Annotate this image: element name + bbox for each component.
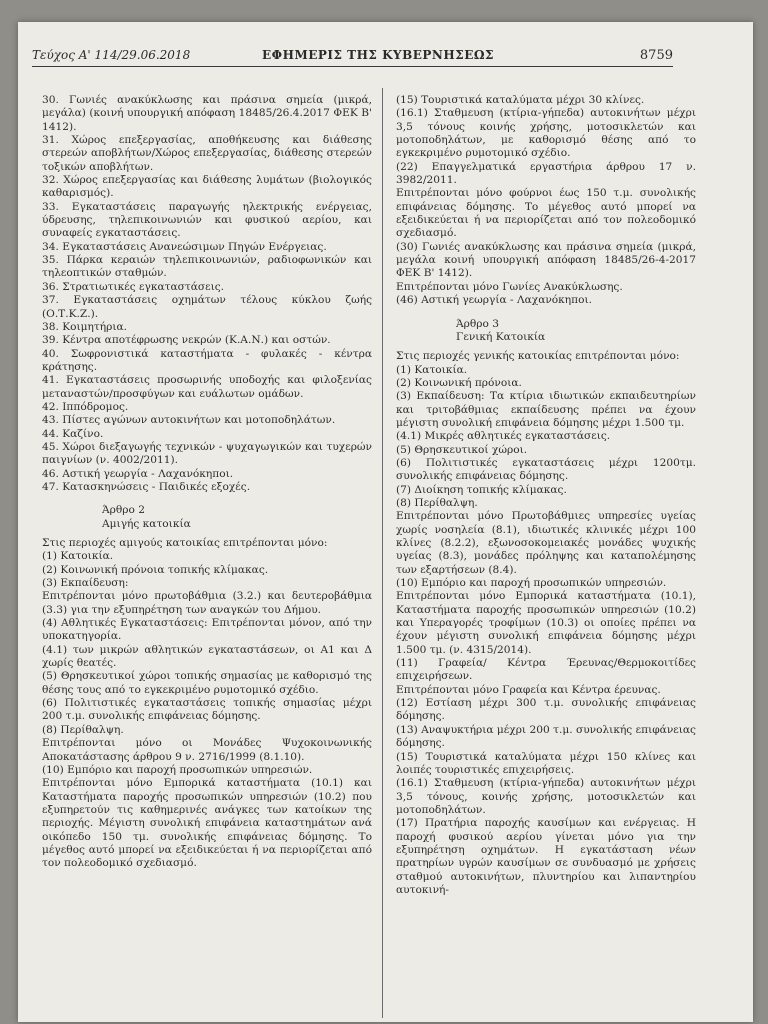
paragraph: (15) Τουριστικά καταλύματα μέχρι 30 κλίνες.: [396, 94, 645, 106]
paragraph: 36. Στρατιωτικές εγκαταστάσεις.: [42, 280, 225, 293]
article-3-subtitle: Γενική Κατοικία: [456, 330, 546, 343]
left-items-bottom: [42, 537, 372, 871]
paragraph: (3) Εκπαίδευση:: [42, 577, 129, 590]
page-header: [32, 46, 673, 67]
article-2-subtitle: Αμιγής κατοικία: [102, 517, 191, 530]
paragraph: Στις περιοχές γενικής κατοικίας επιτρέπονται μόνο:: [396, 350, 680, 363]
paragraph: (16.1) Σταθμευση (κτίρια-γήπεδα) αυτοκινήτων μέχρι 3,5 τόνους, κοινής χρήσης, μοτοσικλετών και μοτοποδηλάτων.: [396, 777, 696, 816]
paragraph: (2) Κοινωνική πρόνοια τοπικής κλίμακας.: [42, 563, 269, 576]
paragraph: 41. Εγκαταστάσεις προσωρινής υποδοχής και φιλοξενίας μεταναστών/προσφύγων και ευάλωτων ομάδων.: [42, 374, 372, 400]
paragraph: Επιτρέπονται μόνο Γωνίες Ανακύκλωσης.: [396, 280, 623, 293]
paragraph: 43. Πίστες αγώνων αυτοκινήτων και μοτοποδηλάτων.: [42, 414, 336, 427]
right-items-top: [396, 94, 696, 308]
paragraph: (11) Γραφεία/ Κέντρα Έρευνας/Θερμοκοιτίδες επιχειρήσεων.: [396, 657, 696, 683]
page-number: 8759: [639, 48, 673, 63]
paragraph: (10) Εμπόριο και παροχή προσωπικών υπηρεσιών.: [396, 577, 667, 590]
paragraph: 38. Κοιμητήρια.: [42, 320, 128, 333]
column-divider: [382, 88, 383, 1018]
paragraph: (15) Τουριστικά καταλύματα μέχρι 150 κλίνες και λοιπές τουριστικές επιχειρήσεις.: [396, 750, 696, 776]
paragraph: (5) Θρησκευτικοί χώροι τοπικής σημασίας με καθορισμό της θέσης τους από το εγκεκριμένο ρυμοτομικό σχέδιο.: [42, 670, 372, 696]
paragraph: 42. Ιππόδρομος.: [42, 400, 129, 413]
paragraph: (6) Πολιτιστικές εγκαταστάσεις τοπικής σημασίας μέχρι 200 τ.μ. συνολικής επιφάνειας δόμησης.: [42, 697, 372, 723]
paragraph: Επιτρέπονται μόνο Εμπορικά καταστήματα (10.1), Καταστήματα παροχής προσωπικών υπηρεσιών (10.2) και Υπεραγορές τροφίμων (10.3) οι οποίες πρέπει να έχουν μέγιστη συνολική επιφάνεια δόμησης μέχρι 1.500 τμ. (ν. 4315/2014).: [396, 590, 696, 656]
paragraph: Επιτρέπονται μόνο Εμπορικά καταστήματα (10.1) και Καταστήματα παροχής προσωπικών υπηρεσιών (10.2) που εξυπηρετούν τις καθημερινές ανάγκες των κατοίκων της περιοχής. Μέγιστη συνολική επιφάνεια καταστημάτων ανά οικόπεδο 150 τμ. συνολικής επιφάνειας δόμησης. Το μέγεθος αυτό μπορεί να εξειδικεύεται ή να περιορίζεται από τον πολεοδομικό σχεδιασμό.: [42, 777, 372, 870]
paragraph: Επιτρέπονται μόνο πρωτοβάθμια (3.2.) και δευτεροβάθμια (3.3) για την εξυπηρέτηση των αναγκών του Δήμου.: [42, 590, 372, 616]
article-2-title: Άρθρο 2: [102, 504, 145, 517]
paragraph: (4.1) των μικρών αθλητικών εγκαταστάσεων, οι Α1 και Δ χωρίς θεατές.: [42, 643, 372, 670]
paragraph: 31. Χώρος επεξεργασίας, αποθήκευσης και διάθεσης στερεών αποβλήτων/Χώρος επεξεργασίας, διάθεσης στερεών τοξικών αποβλήτων.: [42, 134, 372, 173]
paragraph: (3) Εκπαίδευση: Τα κτίρια ιδιωτικών εκπαιδευτηρίων και τριτοβάθμιας εκπαίδευσης πρέπει να έχουν μέγιστη συνολική επιφάνεια δόμησης μέχρι 1.500 τμ.: [396, 390, 696, 429]
paragraph: (5) Θρησκευτικοί χώροι.: [396, 443, 528, 456]
paragraph: 39. Κέντρα αποτέφρωσης νεκρών (Κ.Α.Ν.) και οστών.: [42, 334, 331, 347]
paragraph: Επιτρέπονται μόνο οι Μονάδες Ψυχοκοινωνικής Αποκατάστασης άρθρου 9 ν. 2716/1999 (8.1.10).: [42, 737, 372, 763]
paragraph: Επιτρέπονται μόνο Γραφεία και Κέντρα έρευνας.: [396, 683, 661, 696]
right-items-bottom: [396, 350, 696, 897]
paragraph: (2) Κοινωνική πρόνοια.: [396, 376, 522, 389]
left-items-top: [42, 94, 372, 494]
paragraph: Επιτρέπονται μόνο φούρνοι έως 150 τ.μ. συνολικής επιφάνειας δόμησης. Το μέγεθος αυτό μπορεί να εξειδικεύεται ή να περιορίζεται από τον πολεοδομικό σχεδιασμό.: [396, 187, 696, 240]
paragraph: (46) Αστική γεωργία - Λαχανόκηποι.: [396, 294, 593, 307]
paragraph: 35. Πάρκα κεραιών τηλεπικοινωνιών, ραδιοφωνικών και τηλεοπτικών σταθμών.: [42, 254, 372, 280]
paragraph: (13) Αναψυκτήρια μέχρι 200 τ.μ. συνολικής επιφάνειας δόμησης.: [396, 723, 696, 750]
paragraph: 44. Καζίνο.: [42, 427, 104, 440]
paragraph: (12) Εστίαση μέχρι 300 τ.μ. συνολικής επιφάνειας δόμησης.: [396, 697, 696, 723]
article-3-title: Άρθρο 3: [456, 317, 499, 330]
paragraph: (1) Κατοικία.: [42, 550, 114, 563]
paragraph: (4.1) Μικρές αθλητικές εγκαταστάσεις.: [396, 430, 611, 443]
paragraph: (7) Διοίκηση τοπικής κλίμακας.: [396, 483, 567, 496]
paragraph: 47. Κατασκηνώσεις - Παιδικές εξοχές.: [42, 480, 251, 493]
paragraph: (17) Πρατήρια παροχής καυσίμων και ενέργειας. Η παροχή φυσικού αερίου γίνεται μόνο για την εξυπηρέτηση οχημάτων. Η εγκατάσταση νέων πρατηρίων υγρών καυσίμων σε συνδυασμό με χρήσεις σταθμού αυτοκινήτων, πλυντηρίου και λιπαντηρίου αυτοκινή-: [396, 817, 696, 896]
issue-label: Τεύχος Α' 114/29.06.2018: [32, 48, 191, 62]
paragraph: (8) Περίθαλψη.: [42, 723, 124, 736]
paragraph: (10) Εμπόριο και παροχή προσωπικών υπηρεσιών.: [42, 763, 313, 776]
left-column: [42, 94, 372, 871]
paragraph: (4) Αθλητικές Εγκαταστάσεις: Επιτρέπονται μόνον, από την υποκατηγορία.: [42, 617, 372, 643]
journal-title: ΕΦΗΜΕΡΙΣ ΤΗΣ ΚΥΒΕΡΝΗΣΕΩΣ: [262, 48, 495, 62]
paragraph: 45. Χώροι διεξαγωγής τεχνικών - ψυχαγωγικών και τυχερών παιγνίων (ν. 4002/2011).: [42, 440, 372, 467]
paragraph: 32. Χώρος επεξεργασίας και διάθεσης λυμάτων (βιολογικός καθαρισμός).: [42, 174, 372, 200]
paragraph: (8) Περίθαλψη.: [396, 496, 478, 509]
paragraph: 33. Εγκαταστάσεις παραγωγής ηλεκτρικής ενέργειας, ύδρευσης, τηλεπικοινωνιών και φυσικού αερίου, και συναφείς εγκαταστάσεις.: [42, 200, 372, 240]
paragraph: 37. Εγκαταστάσεις οχημάτων τέλους κύκλου ζωής (Ο.Τ.Κ.Ζ.).: [42, 294, 372, 320]
paragraph: 40. Σωφρονιστικά καταστήματα - φυλακές - κέντρα κράτησης.: [42, 347, 372, 373]
paragraph: 46. Αστική γεωργία - Λαχανόκηποι.: [42, 467, 234, 480]
paragraph: 34. Εγκαταστάσεις Ανανεώσιμων Πηγών Ενέργειας.: [42, 240, 327, 253]
paragraph: (6) Πολιτιστικές εγκαταστάσεις μέχρι 1200τμ. συνολικής επιφάνειας δόμησης.: [396, 456, 696, 483]
right-column: [396, 94, 696, 897]
paragraph: (30) Γωνιές ανακύκλωσης και πράσινα σημεία (μικρά, μεγάλα κοινή υπουργική απόφαση 18485/26-4-2017 ΦΕΚ Β' 1412).: [396, 240, 696, 280]
paragraph: (16.1) Σταθμευση (κτίρια-γήπεδα) αυτοκινήτων μέχρι 3,5 τόνους κοινής χρήσης, μοτοσικλετών και μοτοποδηλάτων, με καθορισμό θέσης από το εγκεκριμένο ρυμοτομικό σχέδιο.: [396, 107, 696, 160]
document-page: [18, 22, 753, 1022]
paragraph: (22) Επαγγελματικά εργαστήρια άρθρου 17 ν. 3982/2011.: [396, 160, 696, 187]
paragraph: Στις περιοχές αμιγούς κατοικίας επιτρέπονται μόνο:: [42, 537, 328, 549]
paragraph: 30. Γωνιές ανακύκλωσης και πράσινα σημεία (μικρά, μεγάλα) (κοινή υπουργική απόφαση 18485/26.4.2017 ΦΕΚ Β' 1412).: [42, 94, 372, 133]
paragraph: (1) Κατοικία.: [396, 363, 468, 376]
paragraph: Επιτρέπονται μόνο Πρωτοβάθμιες υπηρεσίες υγείας χωρίς νοσηλεία (8.1), ιδιωτικές κλινικές μέχρι 100 κλίνες (8.2.2), εξωνοσοκομειακές μονάδες ψυχικής υγείας (8.3), μονάδες πρόληψης και καταπολέμησης των εξαρτήσεων (8.4).: [396, 510, 696, 576]
